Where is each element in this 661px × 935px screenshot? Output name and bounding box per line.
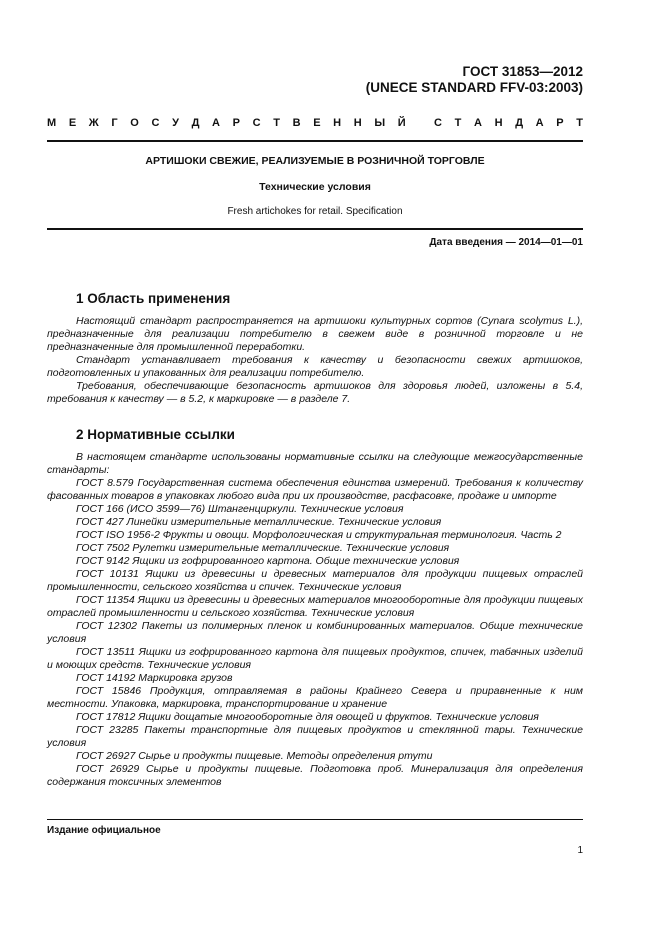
paragraph: Требования, обеспечивающие безопасность артишоков для здоровья людей, изложены в 5.4, требования к качеству — в 5.2, к маркировке — в разделе 7. bbox=[47, 380, 583, 405]
banner-letter: Д bbox=[191, 117, 200, 129]
banner-letter: С bbox=[151, 117, 160, 129]
reference-item: ГОСТ 17812 Ящики дощатые многооборотные для овощей и фруктов. Технические условия bbox=[76, 711, 539, 723]
reference-item: ГОСТ 13511 Ящики из гофрированного картона для пищевых продуктов, спичек, табачных изделий и моющих средств. Технические условия bbox=[47, 646, 583, 671]
reference-item: ГОСТ ISO 1956-2 Фрукты и овощи. Морфологическая и структуральная терминология. Часть 2 bbox=[76, 529, 562, 541]
banner-letter: С bbox=[434, 117, 442, 129]
references-intro: В настоящем стандарте использованы нормативные ссылки на следующие межгосударственные стандарты: bbox=[47, 451, 583, 476]
section-1-body bbox=[47, 315, 583, 406]
banner-letter: Н bbox=[494, 117, 503, 129]
banner-letter: Ы bbox=[374, 117, 386, 129]
reference-item: ГОСТ 8.579 Государственная система обеспечения единства измерений. Требования к количеству фасованных товаров в упаковках любого вида при их производстве, расфасовке, продаже и импорте bbox=[47, 477, 583, 502]
page-number: 1 bbox=[577, 845, 583, 856]
banner-letter: У bbox=[172, 117, 179, 129]
english-title: Fresh artichokes for retail. Specification bbox=[227, 206, 403, 217]
paragraph: Стандарт устанавливает требования к качеству и безопасности свежих артишоков, подготовленных и упакованных для реализации потребителю. bbox=[47, 354, 583, 379]
document-subtitle: Технические условия bbox=[259, 181, 371, 193]
reference-item: ГОСТ 166 (ИСО 3599—76) Штангенциркули. Технические условия bbox=[76, 503, 404, 515]
section-1-heading: 1 Область применения bbox=[76, 291, 231, 306]
section-2-heading: 2 Нормативные ссылки bbox=[76, 427, 235, 442]
reference-item: ГОСТ 11354 Ящики из древесины и древесных материалов многооборотные для продукции пищевых отраслей промышленности и сельского хозяйства. Технические условия bbox=[47, 594, 583, 619]
banner-letter: Т bbox=[273, 117, 280, 129]
banner-letter: Т bbox=[576, 117, 583, 129]
reference-item: ГОСТ 427 Линейки измерительные металлические. Технические условия bbox=[76, 516, 442, 528]
official-edition: Издание официальное bbox=[47, 825, 161, 836]
banner-letter: Т bbox=[454, 117, 462, 129]
reference-item: ГОСТ 10131 Ящики из древесины и древесных материалов для продукции пищевых отраслей промышленности, сельского хозяйства и спичек. Технические условия bbox=[47, 568, 583, 593]
banner-letter: Р bbox=[556, 117, 564, 129]
banner-letter: Ж bbox=[88, 117, 99, 129]
banner-letter: В bbox=[292, 117, 301, 129]
reference-item: ГОСТ 14192 Маркировка грузов bbox=[76, 672, 233, 684]
banner-gap bbox=[418, 117, 421, 129]
title-divider bbox=[47, 228, 583, 230]
banner-letter: Д bbox=[515, 117, 524, 129]
banner-letter: С bbox=[252, 117, 261, 129]
interstate-standard-banner bbox=[47, 117, 583, 129]
banner-letter: Р bbox=[232, 117, 240, 129]
document-title: АРТИШОКИ СВЕЖИЕ, РЕАЛИЗУЕМЫЕ В РОЗНИЧНОЙ ТОРГОВЛЕ bbox=[145, 155, 485, 167]
banner-letter: Е bbox=[68, 117, 77, 129]
banner-letter: Й bbox=[397, 117, 406, 129]
reference-item: ГОСТ 9142 Ящики из гофрированного картона. Общие технические условия bbox=[76, 555, 460, 567]
paragraph: Настоящий стандарт распространяется на артишоки культурных сортов (Cynara scolymus L.), предназначенные для реализации потребителю в свежем виде в розничной торговле и не предназначенные для промышленной переработки. bbox=[47, 315, 583, 353]
banner-letter: Г bbox=[111, 117, 118, 129]
unece-standard: (UNECE STANDARD FFV-03:2003) bbox=[365, 80, 583, 95]
reference-item: ГОСТ 26929 Сырье и продукты пищевые. Подготовка проб. Минерализация для определения содержания токсичных элементов bbox=[47, 763, 583, 788]
banner-letter: О bbox=[130, 117, 139, 129]
standard-code: ГОСТ 31853—2012 bbox=[462, 64, 583, 79]
banner-letter: А bbox=[474, 117, 482, 129]
reference-item: ГОСТ 26927 Сырье и продукты пищевые. Методы определения ртути bbox=[76, 750, 433, 762]
banner-letter: Е bbox=[313, 117, 321, 129]
banner-letter: Н bbox=[333, 117, 342, 129]
banner-letter: А bbox=[535, 117, 544, 129]
reference-item: ГОСТ 12302 Пакеты из полимерных пленок и комбинированных материалов. Общие технические условия bbox=[47, 620, 583, 645]
reference-item: ГОСТ 23285 Пакеты транспортные для пищевых продуктов и стеклянной тары. Технические условия bbox=[47, 724, 583, 749]
reference-item: ГОСТ 7502 Рулетки измерительные металлические. Технические условия bbox=[76, 542, 450, 554]
normative-references-list bbox=[47, 451, 583, 789]
banner-letter: М bbox=[47, 117, 57, 129]
introduction-date: Дата введения — 2014—01—01 bbox=[429, 237, 583, 248]
banner-letter: Н bbox=[353, 117, 362, 129]
reference-item: ГОСТ 15846 Продукция, отправляемая в районы Крайнего Севера и приравненные к ним местности. Упаковка, маркировка, транспортирование и хранение bbox=[47, 685, 583, 710]
top-divider bbox=[47, 140, 583, 142]
banner-letter: А bbox=[212, 117, 220, 129]
footer-divider bbox=[47, 819, 583, 820]
